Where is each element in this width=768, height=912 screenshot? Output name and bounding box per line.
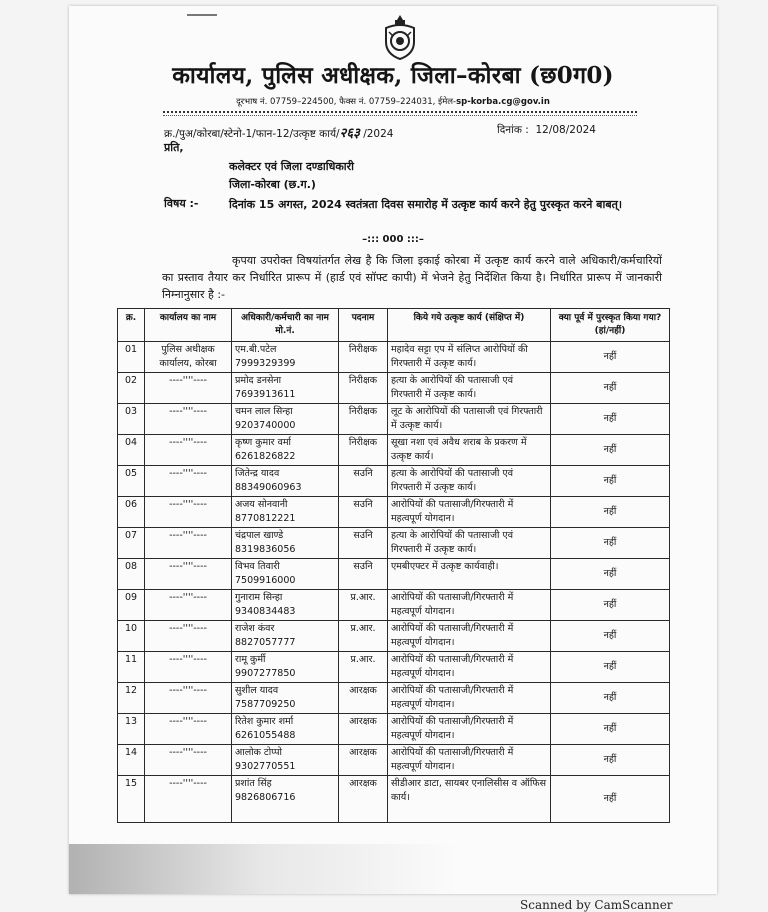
cell-work: आरोपियों की पतासाजी/गिरफ्तारी में महत्वपूर्ण योगदान। <box>391 499 514 524</box>
contact-line <box>69 96 717 107</box>
cell-designation <box>339 373 388 404</box>
cell-work <box>388 776 551 823</box>
table-row <box>118 559 670 590</box>
cell-office: ----''''---- <box>169 561 207 572</box>
cell-work: सूखा नशा एवं अवैध शराब के प्रकरण में उत्कृष्ट कार्य। <box>391 437 527 462</box>
cell-designation <box>339 621 388 652</box>
cell-name: गुनाराम सिन्हा <box>235 592 283 603</box>
table-row <box>118 714 670 745</box>
reference-year: /2024 <box>363 128 394 140</box>
header-name-mobile: अधिकारी/कर्मचारी का नाम मो.नं. <box>232 309 339 342</box>
cell-designation <box>339 404 388 435</box>
cell-office <box>145 435 232 466</box>
cell-post: प्र.आर. <box>350 623 376 634</box>
header-serial: क्र. <box>118 309 145 342</box>
cell-work <box>388 528 551 559</box>
salutation: प्रति, <box>164 141 184 154</box>
table-row <box>118 342 670 373</box>
table-row <box>118 497 670 528</box>
cell-work: लूट के आरोपियों की पतासाजी एवं गिरफ्तारी में उत्कृष्ट कार्य। <box>391 406 543 431</box>
cell-mobile: 88349060963 <box>235 482 302 493</box>
cell-mobile: 9826806716 <box>235 792 296 803</box>
table-row <box>118 435 670 466</box>
cell-previously-awarded <box>551 559 670 590</box>
cell-post: सउनि <box>353 499 373 510</box>
cell-mobile: 8319836056 <box>235 544 296 555</box>
cell-prev: नहीं <box>603 599 617 610</box>
cell-name-mobile <box>232 497 339 528</box>
cell-previously-awarded <box>551 528 670 559</box>
cell-name: राजेश कंवर <box>235 623 275 634</box>
body-paragraph: कृपया उपरोक्त विषयांतर्गत लेख है कि जिला इकाई कोरबा में उत्कृष्ट कार्य करने वाले अधिकारी/कर्मचारियों का प्रस्ताव तैयार कर निर्धारित प्रारूप में (हार्ड एवं सॉफ्ट कापी) में भेजने हेतु निर्देशित किया है। निर्धारित प्रारूप में जानकारी निम्नानुसार है :- <box>162 254 662 301</box>
cell-serial <box>118 497 145 528</box>
reference-prefix: क्र./पुअ/कोरबा/स्टेनो-1/फान-12/उत्कृष्ट कार्य/ <box>164 128 340 140</box>
cell-name-mobile <box>232 652 339 683</box>
cell-serial <box>118 683 145 714</box>
cell-previously-awarded <box>551 404 670 435</box>
cell-name: एम.बी.पटेल <box>235 344 277 355</box>
cell-work: हत्या के आरोपियों की पतासाजी एवं गिरफ्तारी में उत्कृष्ट कार्य। <box>391 468 514 493</box>
header-previously-awarded: क्या पूर्व में पुरस्कृत किया गया? (हां/नहीं) <box>551 309 670 342</box>
cell-name: प्रशांत सिंह <box>235 778 272 789</box>
cell-post: सउनि <box>353 468 373 479</box>
cell-prev: नहीं <box>603 413 617 424</box>
cell-no: 13 <box>124 716 138 727</box>
cell-office <box>145 342 232 373</box>
cell-prev: नहीं <box>603 444 617 455</box>
cell-office: ----''''---- <box>169 592 207 603</box>
cell-designation <box>339 714 388 745</box>
cell-name-mobile <box>232 683 339 714</box>
office-title: कार्यालय, पुलिस अधीक्षक, जिला–कोरबा (छ0ग0) <box>172 62 614 89</box>
cell-no: 12 <box>124 685 138 696</box>
cell-name-mobile <box>232 435 339 466</box>
cell-office <box>145 528 232 559</box>
cell-work: आरोपियों की पतासाजी/गिरफ्तारी में महत्वपूर्ण योगदान। <box>391 623 514 648</box>
cell-prev: नहीं <box>603 351 617 362</box>
contact-details: दूरभाष नं. 07759–224500, फैक्स नं. 07759–224031, ईमेल- <box>236 97 457 107</box>
cell-previously-awarded <box>551 652 670 683</box>
cell-work <box>388 652 551 683</box>
cell-previously-awarded <box>551 776 670 823</box>
cell-office <box>145 497 232 528</box>
cell-serial <box>118 373 145 404</box>
cell-post: निरीक्षक <box>348 437 378 448</box>
cell-name: विभव तिवारी <box>235 561 280 572</box>
cell-post: आरक्षक <box>349 685 377 696</box>
header-designation: पदनाम <box>339 309 388 342</box>
cell-office <box>145 621 232 652</box>
cell-prev: नहीं <box>603 661 617 672</box>
cell-prev: नहीं <box>603 382 617 393</box>
cell-name: रामू कुर्मी <box>235 654 266 665</box>
cell-name-mobile <box>232 528 339 559</box>
cell-designation <box>339 435 388 466</box>
cell-work <box>388 497 551 528</box>
cell-office: ----''''---- <box>169 375 207 386</box>
cell-post: निरीक्षक <box>348 375 378 386</box>
cell-previously-awarded <box>551 621 670 652</box>
header-divider-secondary <box>163 115 637 116</box>
cell-office <box>145 466 232 497</box>
cell-post: निरीक्षक <box>348 344 378 355</box>
cell-office: ----''''---- <box>169 778 207 789</box>
cell-previously-awarded <box>551 683 670 714</box>
cell-work <box>388 745 551 776</box>
cell-designation <box>339 497 388 528</box>
cell-serial <box>118 435 145 466</box>
cell-mobile: 6261055488 <box>235 730 296 741</box>
cell-office: ----''''---- <box>169 654 207 665</box>
cell-mobile: 8827057777 <box>235 637 296 648</box>
letter-date <box>497 123 596 137</box>
cell-no: 02 <box>124 375 138 386</box>
table-row <box>118 466 670 497</box>
cell-office <box>145 776 232 823</box>
cell-no: 11 <box>124 654 138 665</box>
cell-prev: नहीं <box>603 692 617 703</box>
cell-serial <box>118 404 145 435</box>
cell-name: प्रमोद डनसेना <box>235 375 282 386</box>
cell-prev: नहीं <box>603 754 617 765</box>
cell-name: चमन लाल सिन्हा <box>235 406 293 417</box>
cell-no: 08 <box>124 561 138 572</box>
cell-work: महादेव सट्टा एप में संलिप्त आरोपियों की गिरफ्तारी में उत्कृष्ट कार्य। <box>391 344 528 369</box>
reference-handwritten-number: २६३ <box>339 126 360 141</box>
cell-name-mobile <box>232 559 339 590</box>
cell-name: कृष्ण कुमार वर्मा <box>235 437 292 448</box>
table-row <box>118 373 670 404</box>
cell-work: आरोपियों की पतासाजी/गिरफ्तारी में महत्वपूर्ण योगदान। <box>391 592 514 617</box>
cell-designation <box>339 559 388 590</box>
cell-name-mobile <box>232 404 339 435</box>
cell-no: 03 <box>124 406 138 417</box>
date-value: 12/08/2024 <box>535 124 596 136</box>
cell-designation <box>339 590 388 621</box>
table-row <box>118 745 670 776</box>
cell-previously-awarded <box>551 714 670 745</box>
recipient-line-1: कलेक्टर एवं जिला दण्डाधिकारी <box>229 160 355 173</box>
section-separator: –::: 000 :::– <box>362 234 424 245</box>
table-row <box>118 652 670 683</box>
cell-work: आरोपियों की पतासाजी/गिरफ्तारी में महत्वपूर्ण योगदान। <box>391 716 514 741</box>
cell-prev: नहीं <box>603 506 617 517</box>
cell-mobile: 7509916000 <box>235 575 296 586</box>
cell-work: आरोपियों की पतासाजी/गिरफ्तारी में महत्वपूर्ण योगदान। <box>391 747 514 772</box>
cell-name: आलोक टोप्पो <box>235 747 282 758</box>
cell-serial <box>118 621 145 652</box>
cell-work <box>388 466 551 497</box>
cell-post: सउनि <box>353 561 373 572</box>
scan-shadow <box>69 844 717 894</box>
cell-serial <box>118 776 145 823</box>
cell-work <box>388 621 551 652</box>
cell-previously-awarded <box>551 435 670 466</box>
cell-work <box>388 404 551 435</box>
cell-mobile: 6261826822 <box>235 451 296 462</box>
cell-post: प्र.आर. <box>350 654 376 665</box>
cell-name-mobile <box>232 342 339 373</box>
table-row <box>118 621 670 652</box>
cell-previously-awarded <box>551 497 670 528</box>
cell-serial <box>118 342 145 373</box>
cell-office: ----''''---- <box>169 685 207 696</box>
cell-previously-awarded <box>551 466 670 497</box>
cell-work <box>388 559 551 590</box>
header-divider <box>163 111 637 113</box>
cell-previously-awarded <box>551 590 670 621</box>
cell-mobile: 9302770551 <box>235 761 296 772</box>
cell-mobile: 9203740000 <box>235 420 296 431</box>
cell-no: 09 <box>124 592 138 603</box>
cell-serial <box>118 466 145 497</box>
cell-serial <box>118 745 145 776</box>
subject-label: विषय :- <box>164 197 199 210</box>
cell-office <box>145 683 232 714</box>
cell-post: निरीक्षक <box>348 406 378 417</box>
cell-office: ----''''---- <box>169 499 207 510</box>
cell-no: 10 <box>124 623 138 634</box>
cell-designation <box>339 342 388 373</box>
cell-office: पुलिस अधीक्षक कार्यालय, कोरबा <box>159 344 217 369</box>
cell-office <box>145 714 232 745</box>
cell-mobile: 7587709250 <box>235 699 296 710</box>
cell-work: आरोपियों की पतासाजी/गिरफ्तारी में महत्वपूर्ण योगदान। <box>391 654 514 679</box>
cell-name-mobile <box>232 776 339 823</box>
cell-work <box>388 373 551 404</box>
cell-name-mobile <box>232 466 339 497</box>
cell-office: ----''''---- <box>169 747 207 758</box>
cell-prev: नहीं <box>603 475 617 486</box>
document-page <box>69 6 717 894</box>
cell-prev: नहीं <box>603 568 617 579</box>
cell-mobile: 7693913611 <box>235 389 296 400</box>
margin-mark <box>187 14 217 16</box>
date-label: दिनांक : <box>497 124 529 136</box>
cell-office: ----''''---- <box>169 716 207 727</box>
cell-office <box>145 590 232 621</box>
table-row <box>118 404 670 435</box>
cell-prev: नहीं <box>603 723 617 734</box>
cell-post: आरक्षक <box>349 747 377 758</box>
cell-office: ----''''---- <box>169 468 207 479</box>
cell-name-mobile <box>232 621 339 652</box>
cell-mobile: 9340834483 <box>235 606 296 617</box>
cell-prev: नहीं <box>603 537 617 548</box>
cell-previously-awarded <box>551 745 670 776</box>
cell-work <box>388 590 551 621</box>
cell-no: 06 <box>124 499 138 510</box>
cell-no: 05 <box>124 468 138 479</box>
cell-office <box>145 652 232 683</box>
cell-name: रितेश कुमार शर्मा <box>235 716 294 727</box>
cell-name: जितेन्द्र यादव <box>235 468 280 479</box>
scanner-watermark: Scanned by CamScanner <box>520 898 673 912</box>
cell-work: हत्या के आरोपियों की पतासाजी एवं गिरफ्तारी में उत्कृष्ट कार्य। <box>391 530 514 555</box>
cell-name-mobile <box>232 745 339 776</box>
cell-office: ----''''---- <box>169 406 207 417</box>
cell-serial <box>118 590 145 621</box>
recipient-line-2: जिला-कोरबा (छ.ग.) <box>229 178 316 191</box>
cell-office <box>145 745 232 776</box>
table-row <box>118 683 670 714</box>
table-row <box>118 776 670 823</box>
cell-prev: नहीं <box>603 630 617 641</box>
cell-designation <box>339 528 388 559</box>
cell-post: प्र.आर. <box>350 592 376 603</box>
table-row <box>118 590 670 621</box>
cell-name: सुशील यादव <box>235 685 279 696</box>
cell-serial <box>118 652 145 683</box>
table-header-row <box>118 309 670 342</box>
cell-mobile: 8770812221 <box>235 513 296 524</box>
cell-work: आरोपियों की पतासाजी/गिरफ्तारी में महत्वपूर्ण योगदान। <box>391 685 514 710</box>
cell-office <box>145 404 232 435</box>
header-work: किये गये उत्कृष्ट कार्य (संक्षिप्त में) <box>388 309 551 342</box>
cell-work <box>388 342 551 373</box>
cell-office <box>145 559 232 590</box>
cell-no: 04 <box>124 437 138 448</box>
cell-work: एमबीएफ्टर में उत्कृष्ट कार्यवाही। <box>391 561 499 572</box>
cell-no: 01 <box>124 344 138 355</box>
cell-mobile: 9907277850 <box>235 668 296 679</box>
cell-post: सउनि <box>353 530 373 541</box>
cell-designation <box>339 683 388 714</box>
cell-work <box>388 714 551 745</box>
cell-name-mobile <box>232 714 339 745</box>
cell-name: अजय सोनवानी <box>235 499 288 510</box>
subject-text: दिनांक 15 अगस्त, 2024 स्वतंत्रता दिवस समारोह में उत्कृष्ट कार्य करने हेतु पुरस्कृत करने बाबत्। <box>229 198 623 211</box>
cell-post: आरक्षक <box>349 716 377 727</box>
cell-no: 14 <box>124 747 138 758</box>
cell-name-mobile <box>232 373 339 404</box>
cell-previously-awarded <box>551 373 670 404</box>
cell-name-mobile <box>232 590 339 621</box>
cell-work <box>388 435 551 466</box>
cell-office: ----''''---- <box>169 530 207 541</box>
cell-serial <box>118 559 145 590</box>
nominees-table <box>117 308 670 823</box>
cell-mobile: 7999329399 <box>235 358 296 369</box>
cell-designation <box>339 652 388 683</box>
cell-work: हत्या के आरोपियों की पतासाजी एवं गिरफ्तारी में उत्कृष्ट कार्य। <box>391 375 514 400</box>
cell-designation <box>339 745 388 776</box>
header-office: कार्यालय का नाम <box>145 309 232 342</box>
cell-office: ----''''---- <box>169 623 207 634</box>
cell-office: ----''''---- <box>169 437 207 448</box>
reference-number <box>164 123 393 141</box>
cell-no: 07 <box>124 530 138 541</box>
police-emblem-icon <box>383 14 417 60</box>
cell-serial <box>118 528 145 559</box>
cell-designation <box>339 776 388 823</box>
cell-work <box>388 683 551 714</box>
cell-previously-awarded <box>551 342 670 373</box>
cell-serial <box>118 714 145 745</box>
contact-email: sp-korba.cg@gov.in <box>456 97 550 107</box>
cell-name: चंद्रपाल खाण्डे <box>235 530 284 541</box>
cell-office <box>145 373 232 404</box>
cell-designation <box>339 466 388 497</box>
cell-no: 15 <box>124 778 138 789</box>
table-row <box>118 528 670 559</box>
cell-post: आरक्षक <box>349 778 377 789</box>
cell-work: सीडीआर डाटा, सायबर एनालिसीस व ऑफिस कार्य। <box>391 778 547 803</box>
cell-prev: नहीं <box>603 793 617 804</box>
